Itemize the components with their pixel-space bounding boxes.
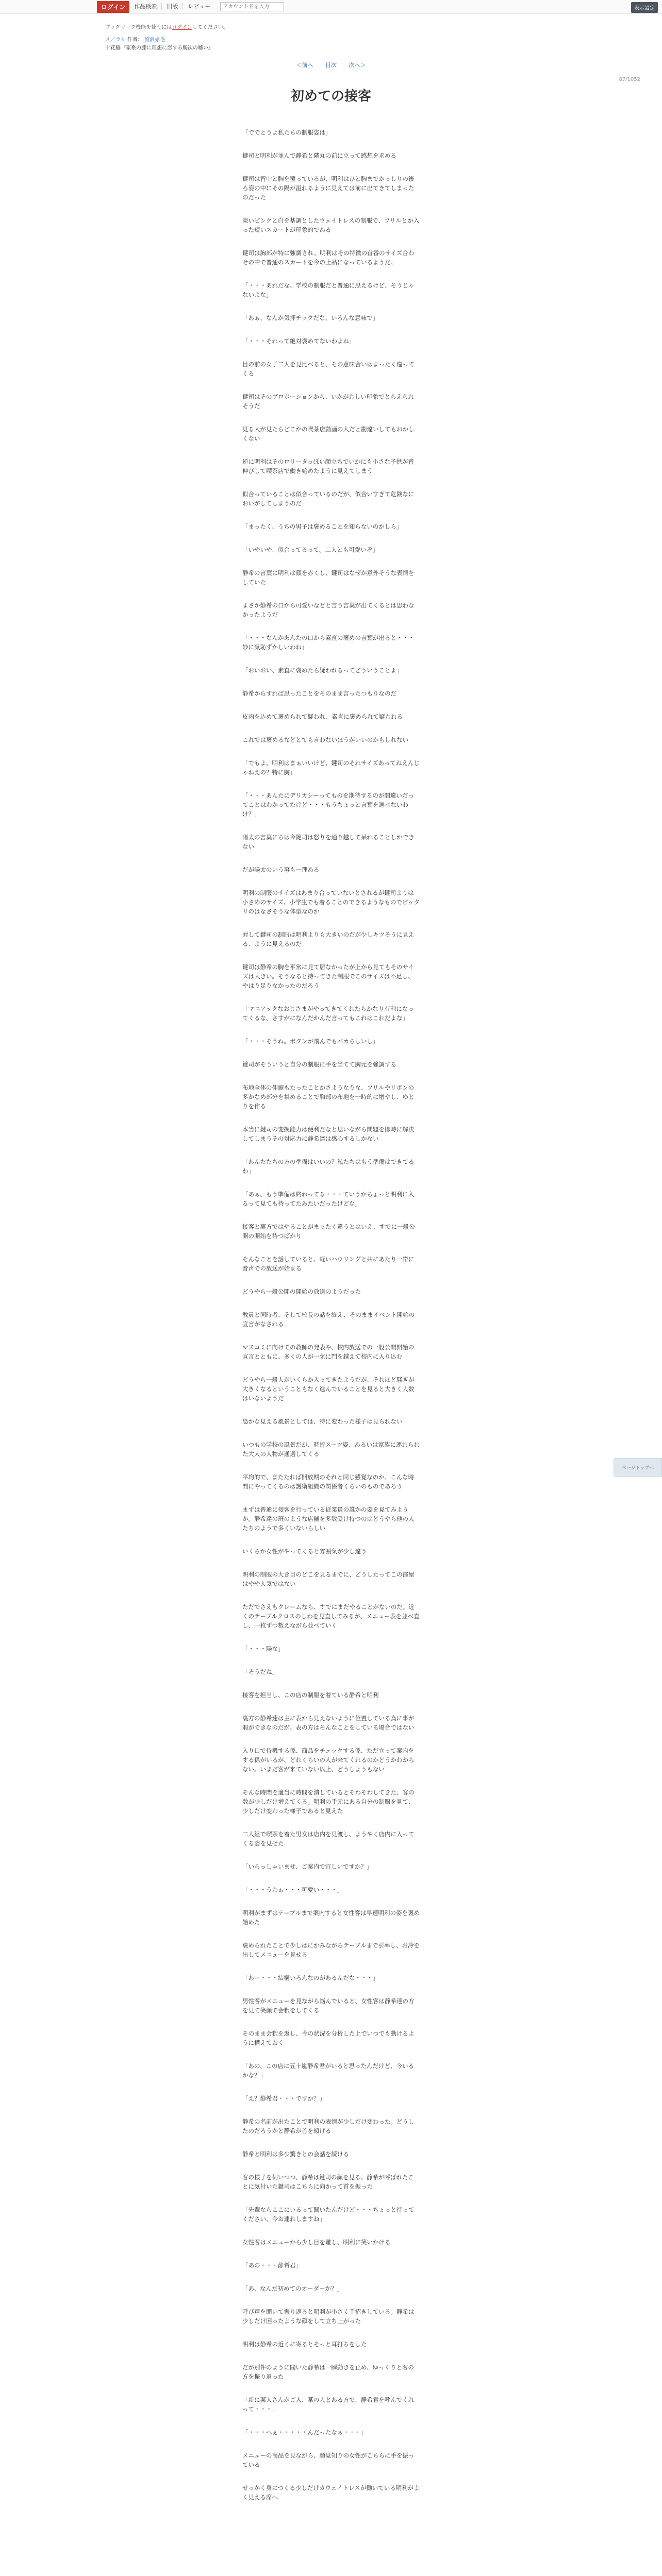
body-paragraph: 平均的で、またたれば開放期のそれと同じ感覚なのか、こんな時間にやってくるのは護衛組織の関係者くらいのものであろう — [242, 1473, 415, 1490]
notice-login-link[interactable]: ログイン — [172, 25, 192, 30]
body-paragraph: 「・・・それって絶対褒めてないわよね」 — [242, 337, 355, 345]
body-paragraph: 裏方の静希達は主に表から見えないように位置している為に事が暇ができなのだが、表の方はそんなことをしている場合ではない — [242, 1715, 415, 1731]
body-paragraph: 陽太の言葉にちは今鍵司は怒りを通り越して呆れることしかできない — [242, 834, 415, 850]
body-paragraph: 静希の言葉に明利は顔を赤くし、鍵司はなぜか意外そうな表情をしていた — [242, 569, 415, 586]
body-paragraph: 「・・・うわぁ・・・可愛い・・・」 — [242, 1886, 343, 1893]
nav-link-search[interactable]: 作品検索 — [129, 3, 162, 10]
body-paragraph: 「・・・陽な」 — [242, 1645, 284, 1652]
body-paragraph: そんなことを話していると、軽いハウリングと共にあたり一帯に音声での放送が始まる — [242, 1256, 415, 1272]
body-paragraph: 「え？静希君・・・ですか？」 — [242, 2095, 325, 2102]
body-paragraph: 「あの、この店に五十嵐静希君がいると思ったんだけど、今いるかな？」 — [242, 2062, 415, 2079]
body-paragraph: 「・・・あんたにデリカシーってものを期待するのが間違いだってことはわかってたけど・・・もうちょっと言葉を選べないわけ？」 — [242, 792, 414, 818]
body-paragraph: 入り口で待機する係、商品をチェックする係、ただ立って案内をする係がいるが、どれくらいの人が来てくれるのかどうかわからない。いまだ客が来ていない以上、どうしようもない — [242, 1747, 415, 1773]
body-paragraph: 「あぁ、なんか気押チックだな、いろんな意味で」 — [242, 314, 379, 321]
body-paragraph: 教員と同時者、そして校長の話を終え、そのままイベント開始の宣言がなされる — [242, 1311, 415, 1328]
body-paragraph: 恐かな見える風景としては、特に変わった様子は見られない — [242, 1418, 403, 1425]
body-paragraph: いくらか女性がやってくると雰囲気が少し違う — [242, 1548, 367, 1555]
body-paragraph: 対して鍵司の制服は明利よりも大きいのだが少しキツそうに見える、ように見えるのだ — [242, 931, 415, 947]
body-paragraph: 「ででとうよ私たちの制服姿は」 — [242, 129, 332, 136]
body-paragraph: 「そうだね」 — [242, 1668, 278, 1675]
body-paragraph: せっかく身につくる少しだけカウェイトレスが働いている明利がよく見える席へ — [242, 2484, 420, 2501]
body-paragraph: 「でもよ、明利はまぁいいけど、鍵司のそれサイズあってねえんじゃねえの？特に胸」 — [242, 759, 420, 776]
body-paragraph: どうやら一般人がいくらか入ってきたようだが、それほど騒ぎが大きくなるということもなく進んでいることを見ると大きく人数はいないようだ — [242, 1376, 415, 1402]
account-search-input[interactable] — [220, 2, 284, 11]
body-paragraph: 鍵司は静希の胸を平常に見て居なかったが上から見てもそのサイズは大きい。そうなると持ってきた制服でこのサイズは不足し、やはり足りなかったのだろう — [242, 963, 414, 989]
body-paragraph: 「・・・なんかあんたの口から素直の褒めの言葉が出ると・・・妙に気恥ずかしいわね」 — [242, 634, 415, 651]
display-settings-button[interactable]: 表示設定 — [631, 2, 658, 13]
body-paragraph: これでは褒めるなどとても言わないほうがいいのかもしれない — [242, 736, 408, 743]
body-paragraph: 鍵司は背中と胸を覆っているが、明利はひと胸までかっしりの後ろ姿の中にその陽が溢れるように見えては前に出てきてしまったのだった — [242, 175, 415, 201]
body-paragraph: 「・・・へぇ・・・・・んだったなぁ・・・」 — [242, 2429, 367, 2436]
body-paragraph: だが陽太のいう事も一理ある — [242, 866, 320, 873]
body-paragraph: 男性客がメニューを見ながら悩んでいると、女性客は静希達の方を見て笑顔で会釈をしてくる — [242, 1997, 415, 2014]
body-paragraph: 見る人が見たらどこかの喫茶店動画の人だと勘違いしてもおかしくない — [242, 426, 415, 442]
chapter-title: 初めての接客 — [290, 89, 371, 104]
body-paragraph: 鍵司は胸部が特に強調され、明利はその特徴の首番のサイズ合わせの中で普通のスカートを今の上品になっているようだ。 — [242, 249, 415, 266]
body-paragraph: 「あんたたちの方の準備はいいの？私たちはもう準備はできてるわ」 — [242, 1158, 415, 1175]
author-link[interactable]: 流浪赤毛 — [144, 37, 165, 43]
body-paragraph: 「いらっしゃいませ、ご案内で宜しいですか？」 — [242, 1863, 373, 1870]
body-paragraph: 「あの・・・静希君」 — [242, 2262, 302, 2269]
series-subtitle: 十花脇『家系の膝に理想に恋する勝次の嘘い』 — [105, 45, 213, 51]
body-paragraph: マスコミに向けての教師の発表や、校内放送での一般公開開始の宣言とともに、多くの人が一気に門を越えて校内に入り込む — [242, 1344, 415, 1360]
body-paragraph: 「新に某人さんがご入、某の人とある方で、静希君を呼んでくれって・・・」 — [242, 2396, 415, 2413]
body-paragraph: 似合っていることは似合っているのだが、似合いすぎて危険なにおいがしてしまうのだ — [242, 490, 415, 507]
page-top-button[interactable]: ページトップへ — [614, 1458, 662, 1477]
body-paragraph: 静希の名前が出たことで明利の表情が少しだけ変わった。どうしたのだろうかと静希が首を傾げる — [242, 2118, 415, 2134]
body-paragraph: どうやら一般公開の開始の放送のようだった — [242, 1288, 361, 1295]
top-bar-nav — [97, 2, 284, 12]
body-paragraph: 鍵司と明利が並んで静希と隣丸の前に立って感想を求める — [242, 152, 396, 159]
nav-link-old-version[interactable]: 旧版 — [162, 3, 183, 10]
body-paragraph: 本当に鍵司の変換能力は便利だなと思いながら問題を即時に解決してしまうその対応力に静希達は感心するしかない — [242, 1126, 415, 1142]
body-paragraph: 明利がまずはテーブルまで案内すると女性客は早速明利の姿を褒め始めた — [242, 1909, 420, 1926]
body-paragraph: 「先輩ならここにいるって聞いたんだけど・・・ちょっと待ってください、今お連れしますね」 — [242, 2206, 415, 2223]
body-paragraph: 逆に明利はそのロリータっぽい顔立ちでいかにも小さな子供が背伸びして喫茶店で働き始めたように見えてしまう — [242, 458, 414, 474]
nav-link-review[interactable]: レビュー — [188, 3, 211, 10]
body-paragraph: 皮肉を込めて褒められて疑われ、素直に褒められて疑われる — [242, 713, 403, 720]
body-paragraph: 布地全体の伸縮もたったことかさようなりな、フリルやリボンの多かなめ部分を集めることで胸部の布地を一時的に増やし、ゆとりを作る — [242, 1084, 415, 1110]
top-bar — [0, 0, 662, 14]
body-paragraph: 静希からすれば思ったことをそのまま言ったつもりなのだ — [242, 690, 396, 697]
body-paragraph: 明利の制服のサイズはあまり合っていないとされるが鍵司よりは小さめのサイズ、小学生でも着ることのできるようなものでピッタリのはなさそうな体型なのか — [242, 889, 420, 915]
body-paragraph: 静希と明利は多少驚きとの会話を続ける — [242, 2150, 349, 2158]
body-paragraph: 「あぁ、もう準備は終わってる・・・ていうかちょっと明利に入るって見ても持ってたみたいだったけどな」 — [242, 1191, 415, 1207]
body-paragraph: 「まったく、うちの男子は褒めることを知らないのかしら」 — [242, 523, 403, 530]
chapter-body — [242, 128, 420, 2516]
series-info — [105, 36, 213, 53]
body-paragraph: 鍵司はそのプロポーションから、いかがわしい印象でとらえられそうだ — [242, 393, 415, 410]
body-paragraph: 明利の制服の大き目のどこを見るまでに、どうしたってこの部屋はやや人気ではない — [242, 1571, 415, 1587]
notice-prefix: ブックマーク機能を使うには — [105, 25, 172, 30]
prev-chapter-link[interactable]: ＜前へ — [296, 62, 313, 69]
series-title-link[interactable]: メ／ラ3 — [105, 37, 124, 43]
body-paragraph: 明利は静希の近くに寄るとそっと耳打ちをした — [242, 2341, 367, 2348]
body-paragraph: そんな時間を適当に時間を潰しているとそわそわしてきた、客の数が少しだけ増えてくる。明利の手元にある自分の制服を見て、少しだけ変わった様子であると見えた — [242, 1789, 415, 1815]
login-button[interactable]: ログイン — [97, 1, 129, 13]
chapter-pager — [0, 61, 662, 69]
body-paragraph: 「あー・・・結構いろんなのがあるんだな・・・」 — [242, 1974, 379, 1981]
table-of-contents-link[interactable]: 目次 — [325, 62, 337, 69]
body-paragraph: 「マニアックなおじさまがやってきてくれたらかなり有利になってくるな、さすがになんだかんだ言ってもこれはこれだよな」 — [242, 1005, 414, 1022]
body-paragraph: 「あ、なんだ初めてのオーダーか？」 — [242, 2285, 343, 2292]
page-number: 87/1052 — [619, 77, 640, 82]
body-paragraph: まさか静希の口から可愛いなどと言う言葉が出てくるとは思わなかったようだ — [242, 602, 415, 618]
body-paragraph: 客の様子を伺いつつ、静希は鍵司の顔を見る。静希が呼ばれたことに気付いた鍵司はこちらに向かって首を振った — [242, 2174, 415, 2190]
body-paragraph: 褒められたことで少しはにかみながらテーブルまで引率し、お冷を出してメニューを見せる — [242, 1942, 420, 1958]
body-paragraph: だが別件のように聞いた静希は一瞬動きを止め、ゆっくりと客の方を振り返った — [242, 2364, 414, 2380]
body-paragraph: 二人組で喫茶を着た男女は店内を見渡し、ようやく店内に入ってくる姿を見せた — [242, 1831, 415, 1847]
body-paragraph: ただでさえもクレームなら、すでにまだやることがないのだ。近くのテーブルクロスのしわを見直してみるが、メニュー表を並べ直し、一枚ずつ数えながら並べていく — [242, 1603, 420, 1629]
body-paragraph: メニューの商品を見ながら、顔見知りの女性がこちらに手を振っている — [242, 2452, 415, 2468]
body-paragraph: 「・・・そうね。ボタンが飛んでもバカらしいし」 — [242, 1038, 379, 1045]
notice-suffix: してください。 — [192, 25, 228, 30]
body-paragraph: 「いやいや、似合ってるって。二人とも可愛いぞ」 — [242, 546, 379, 553]
body-paragraph: 目の前の女子二人を見比べると、その意味合いはまったく違ってくる — [242, 361, 415, 377]
next-chapter-link[interactable]: 次へ＞ — [349, 62, 366, 69]
body-paragraph: 「・・・あれだな、学校の制服だと普通に思えるけど、そうじゃないよな」 — [242, 282, 415, 298]
body-paragraph: いつもの学校の風景だが、時折スーツ姿、あるいは家族に連れられた大人の人物が通過してくる — [242, 1441, 420, 1458]
body-paragraph: 接客と裏方ではやることがまったく違うとはいえ、すでに一般公開の開始を待つばかり — [242, 1223, 415, 1240]
body-paragraph: 女性客はメニューから少し目を離し、明利に笑いかける — [242, 2239, 391, 2246]
body-paragraph: 呼び声を聞いて振り返ると明利が小さく手招きしている。静希は少しだけ困ったような顔をして立ち上がった — [242, 2308, 415, 2325]
body-paragraph: そのまま会釈を返し、今の状況を分析した上でいつでも動けるように構えておく — [242, 2030, 415, 2046]
bookmark-notice — [105, 23, 228, 30]
body-paragraph: まずは普通に接客を行っている従業員の誰かの姿を見てみようか。静希達の班のような店舗を多数受け持つのはどうやら他の人たちのようで多くいないらしい — [242, 1506, 415, 1532]
body-paragraph: 淡いピンクと白を基調としたウェイトレスの制服で、フリルとか入った短いスカートが印象的である — [242, 217, 420, 233]
body-paragraph: 「おいおい、素直に褒めたら疑われるってどういうことよ」 — [242, 667, 403, 674]
body-paragraph: 接客を担当し、この店の制服を着ている静希と明利 — [242, 1691, 379, 1699]
author-label: 作者： — [127, 37, 143, 43]
body-paragraph: 鍵司がそういうと自分の制服に手を当てて胸元を強調する — [242, 1061, 396, 1068]
